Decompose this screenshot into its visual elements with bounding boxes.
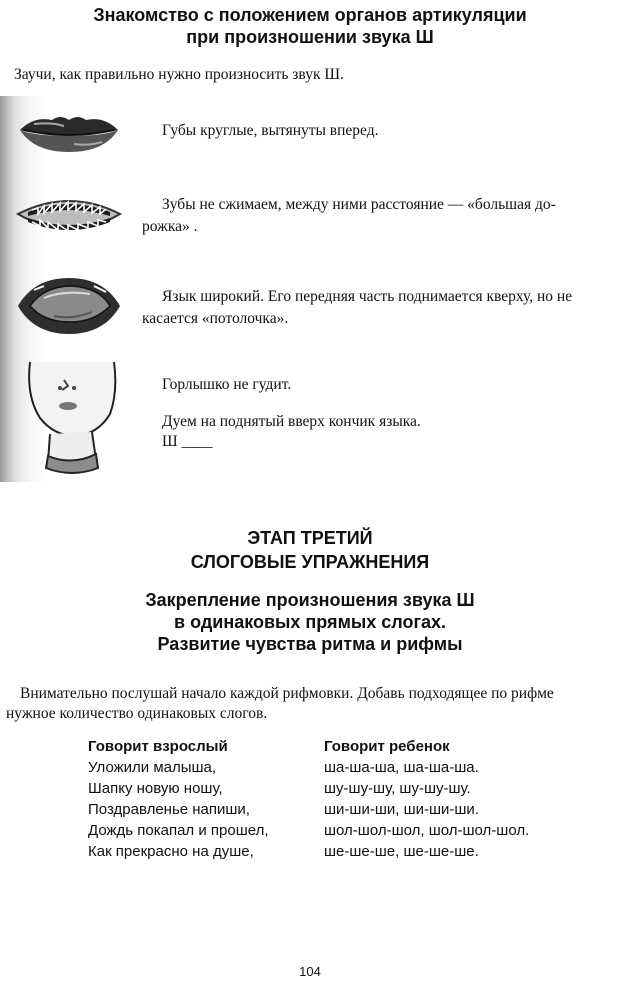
section-title-line2: при произношении звука Ш (186, 27, 434, 47)
face-throat-illustration (18, 356, 124, 476)
item-teeth-text-cont (142, 216, 198, 238)
item-teeth-text (162, 194, 556, 216)
item-line: Зубы не сжимаем, между ними расстояние — «большая до- (162, 196, 556, 213)
adult-column (88, 736, 318, 862)
tongue-raised-illustration (14, 272, 124, 340)
adult-line: Поздравленье напиши, (88, 801, 250, 818)
item-blank-text (162, 431, 213, 453)
instruction-line1: Внимательно послушай начало каждой рифмовки. Добавь подходящее по рифме (20, 685, 554, 702)
fill-in-blank: Ш ____ (162, 433, 213, 450)
item-line: рожка» . (142, 218, 198, 235)
intro-text: Заучи, как правильно нужно произносить звук Ш. (14, 66, 344, 83)
instruction-line2: нужное количество одинаковых слогов. (6, 705, 268, 722)
item-throat-text (162, 374, 291, 396)
subsection-title-line3: Развитие чувства ритма и рифмы (157, 634, 463, 654)
child-line: шол-шол-шол, шол-шол-шол. (324, 822, 530, 839)
item-tongue-text-cont (142, 308, 288, 330)
item-blow-text (162, 411, 421, 433)
adult-line: Шапку новую ношу, (88, 780, 223, 797)
item-lips-text (162, 120, 379, 142)
adult-line: Дождь покапал и прошел, (88, 822, 269, 839)
teeth-gap-illustration (14, 186, 124, 256)
child-column-header: Говорит ребенок (324, 738, 450, 755)
stage-subtitle: СЛОГОВЫЕ УПРАЖНЕНИЯ (190, 552, 430, 572)
section-title-line1: Знакомство с положением органов артикуляции (93, 5, 527, 25)
item-line: Язык широкий. Его передняя часть поднимается кверху, но не (162, 288, 573, 305)
subsection-title-line2: в одинаковых прямых слогах. (174, 612, 446, 632)
lips-rounded-illustration (14, 104, 124, 174)
child-line: шу-шу-шу, шу-шу-шу. (324, 780, 471, 797)
child-column (324, 736, 604, 862)
item-line: Горлышко не гудит. (162, 376, 292, 393)
item-line: Губы круглые, вытянуты вперед. (162, 122, 379, 139)
item-tongue-text (162, 286, 572, 308)
child-line: ши-ши-ши, ши-ши-ши. (324, 801, 479, 818)
page-number: 104 (299, 964, 321, 979)
child-line: ша-ша-ша, ша-ша-ша. (324, 759, 479, 776)
adult-line: Уложили малыша, (88, 759, 217, 776)
item-line: Дуем на поднятый вверх кончик языка. (162, 413, 421, 430)
item-line: касается «потолочка». (142, 310, 289, 327)
stage-title: ЭТАП ТРЕТИЙ (247, 528, 373, 548)
adult-line: Как прекрасно на душе, (88, 843, 254, 860)
child-line: ше-ше-ше, ше-ше-ше. (324, 843, 479, 860)
adult-column-header: Говорит взрослый (88, 738, 228, 755)
subsection-title-line1: Закрепление произношения звука Ш (145, 590, 475, 610)
